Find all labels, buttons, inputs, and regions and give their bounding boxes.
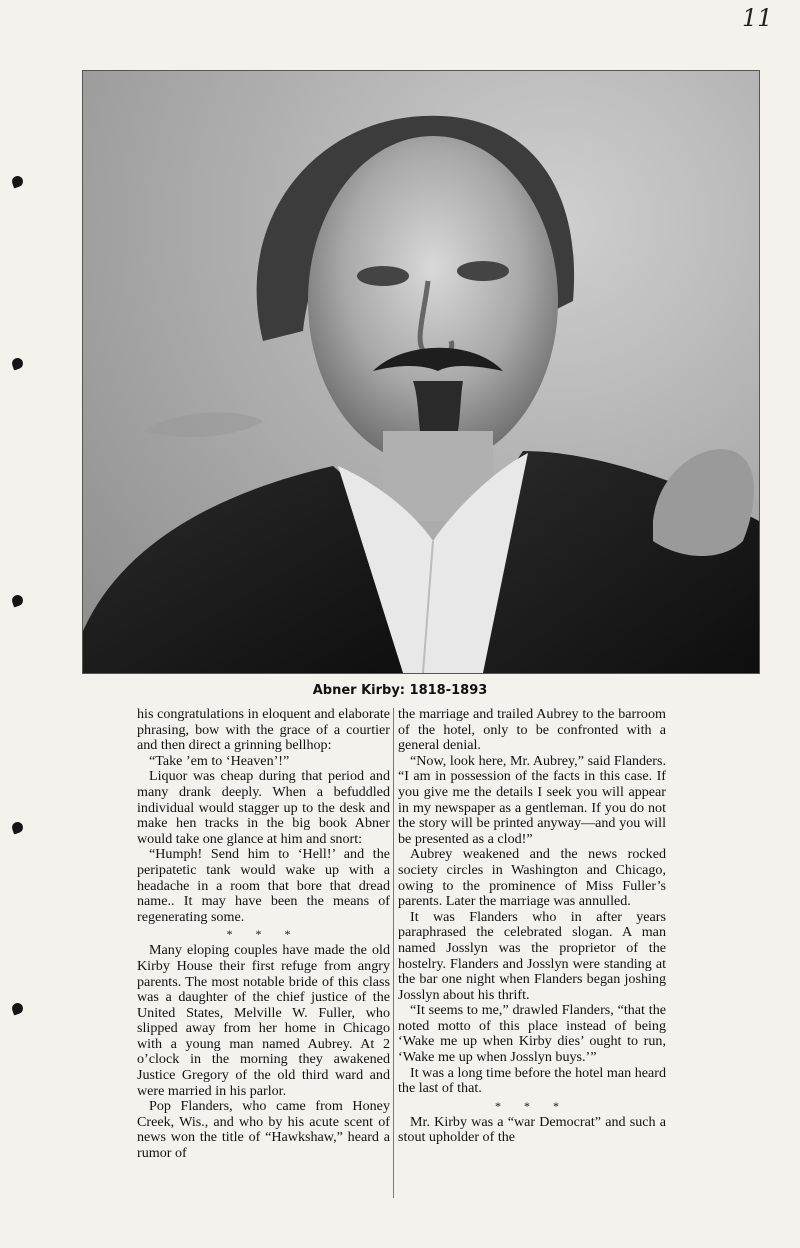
right-paragraph-2: “Now, look here, Mr. Aubrey,” said Flanders. “I am in possession of the facts in this case. If you give me the details I seek you will appear in my newspaper as a gentleman. If you do not the story will be printed anyway—and you will be presented as a clod!”	[398, 752, 666, 847]
column-divider	[393, 708, 394, 1198]
punch-hole-1	[10, 174, 24, 188]
section-separator: * * *	[226, 927, 301, 942]
right-paragraph-1: the marriage and trailed Aubrey to the barroom of the hotel, only to be confronted with a general denial.	[398, 706, 666, 754]
right-paragraph-3: Aubrey weakened and the news rocked society circles in Washington and Chicago, owing to the prominence of Miss Fuller’s parents. Later the marriage was annulled.	[398, 846, 666, 910]
punch-hole-4	[10, 820, 24, 834]
left-paragraph-4: “Humph! Send him to ‘Hell!’ and the peripatetic tank would wake up with a headache in a room that bore that dread name.. It may have been the means of regenerating some.	[137, 846, 390, 925]
photo-caption: Abner Kirby: 1818-1893	[312, 683, 488, 698]
portrait-illustration	[83, 71, 759, 673]
punch-hole-2	[10, 356, 24, 370]
page-number: 11	[742, 4, 773, 32]
right-paragraph-7: Mr. Kirby was a “war Democrat” and such a stout upholder of the	[398, 1113, 666, 1146]
section-separator: * * *	[495, 1098, 569, 1113]
left-paragraph-2: “Take ’em to ‘Heaven’!”	[149, 752, 290, 769]
left-paragraph-3: Liquor was cheap during that period and many drank deeply. When a befuddled individual would stagger up to the desk and make hen tracks in the big book Abner would take one glance at him and snort:	[137, 768, 390, 847]
punch-hole-3	[10, 593, 24, 607]
punch-hole-5	[10, 1001, 24, 1015]
left-column	[137, 707, 390, 1162]
right-column	[398, 707, 666, 1146]
left-paragraph-5: Many eloping couples have made the old Kirby House their first refuge from angry parents. The most notable bride of this class was a daughter of the chief justice of the United States, Melville W. Fuller, who slipped away from her home in Chicago with a young man named Aubrey. At 2 o’clock in the morning they awakened Justice Gregory of the old third ward and were married in his parlor.	[137, 942, 390, 1099]
portrait-photo	[82, 70, 760, 674]
right-paragraph-4: It was Flanders who in after years paraphrased the celebrated slogan. A man named Josslyn was the proprietor of the hostelry. Flanders and Josslyn were standing at the bar one night when Flanders began joshing Josslyn about his thrift.	[398, 908, 666, 1003]
left-paragraph-1: his congratulations in eloquent and elaborate phrasing, bow with the grace of a courtier and then direct a grinning bellhop:	[137, 706, 390, 754]
left-paragraph-6: Pop Flanders, who came from Honey Creek, Wis., and who by his acute scent of news won the title of “Hawkshaw,” heard a rumor of	[137, 1098, 390, 1162]
right-paragraph-6: It was a long time before the hotel man heard the last of that.	[398, 1064, 666, 1097]
right-paragraph-5: “It seems to me,” drawled Flanders, “that the noted motto of this place instead of being ‘Wake me up when Kirby dies’ ought to run, ‘Wake me up when Josslyn buys.’”	[398, 1002, 666, 1066]
